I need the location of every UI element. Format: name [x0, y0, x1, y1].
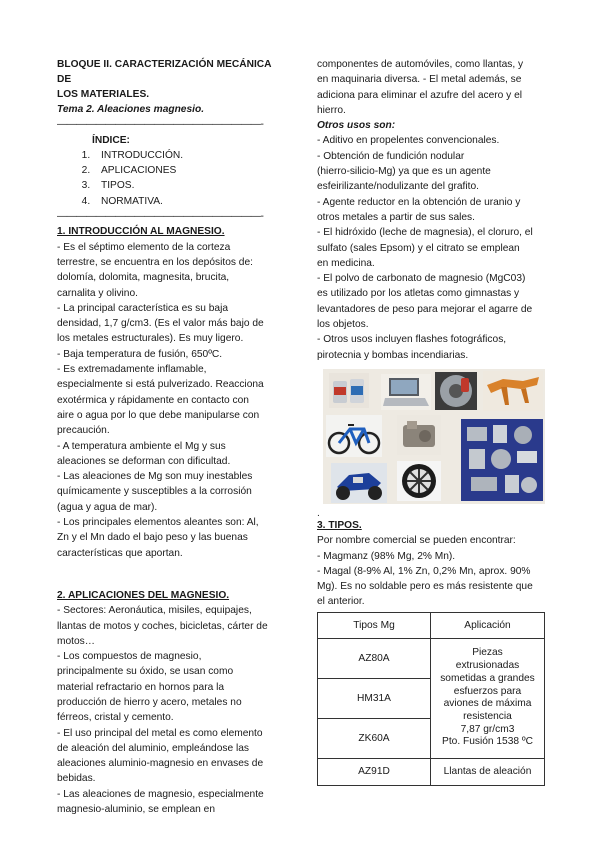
index-item: 1. INTRODUCCIÓN. — [93, 148, 287, 163]
index-item: 2. APLICACIONES — [93, 163, 287, 178]
bicycle-image — [326, 415, 382, 457]
text-line: Por nombre comercial se pueden encontrar: — [317, 535, 516, 547]
application-cell: Llantas de aleación — [431, 758, 545, 785]
text-line: es utilizado por los atletas como gimnastas y — [317, 288, 520, 300]
text-line: carnalita y olivino. — [57, 287, 138, 299]
text-line: producción de hierro y acero, metales no — [57, 696, 242, 708]
alloy-code-cell: AZ80A — [318, 638, 431, 678]
index-item: 3. TIPOS. — [93, 178, 287, 193]
section3-heading: 3. TIPOS. — [317, 519, 362, 531]
text-line: motos… — [57, 635, 95, 647]
applications-continued — [317, 57, 545, 118]
alloy-code-cell: HM31A — [318, 678, 431, 718]
text-line: material refractario en hornos para la — [57, 681, 225, 693]
stray-dot: . — [317, 507, 320, 519]
text-line: características que aportan. — [57, 547, 183, 559]
text-line: componentes de automóviles, como llantas, y — [317, 59, 524, 70]
engine-housing-image — [397, 415, 441, 455]
text-line: - Las aleaciones de magnesio, especialmente — [57, 788, 264, 800]
application-line: Pto. Fusión 1538 ºC — [442, 736, 533, 748]
text-line: esfeirilizante/nodulizante del grafito. — [317, 181, 479, 193]
cast-parts-image — [461, 419, 543, 501]
table-row — [318, 638, 545, 678]
doc-title-line2: LOS MATERIALES. — [57, 89, 150, 100]
text-line: especialmente si está pulverizado. Reacciona — [57, 379, 264, 391]
text-line: aleaciones se deforman con dificultad. — [57, 455, 231, 467]
section1-heading: 1. INTRODUCCIÓN AL MAGNESIO. — [57, 226, 225, 238]
text-line: - Magal (8-9% Al, 1% Zn, 0,2% Mn, aprox. 90% — [317, 565, 531, 577]
text-line: los objetos. — [317, 319, 369, 331]
alloy-code-cell: ZK60A — [318, 718, 431, 758]
table-header-cell: Aplicación — [431, 612, 545, 638]
text-line: - El polvo de carbonato de magnesio (MgC03) — [317, 273, 526, 285]
right-column — [317, 57, 545, 786]
section2-heading: 2. APLICACIONES DEL MAGNESIO. — [57, 589, 230, 601]
text-line: en maquinaria diversa. - El metal además, se — [317, 74, 522, 86]
section2-body — [57, 603, 287, 817]
laptop-image — [381, 374, 431, 410]
text-line: densidad, 1,7 g/cm3. (Es el valor más bajo de — [57, 318, 264, 330]
paint-cans-image — [329, 373, 369, 408]
text-line: - El uso principal del metal es como elemento — [57, 727, 263, 739]
auto-frame-part-image — [483, 371, 543, 411]
table-row — [318, 758, 545, 785]
application-line: extrusionadas — [455, 660, 520, 672]
text-line: levantadores de peso para mejorar el agarre de — [317, 303, 533, 315]
application-line: esfuerzos para — [453, 685, 522, 697]
doc-subtitle: Tema 2. Aleaciones magnesio. — [57, 104, 205, 115]
text-line: - Las aleaciones de Mg son muy inestables — [57, 471, 253, 483]
text-line: aleaciones aluminio-magnesio en envases de — [57, 758, 264, 770]
index-heading: ÍNDICE: — [92, 134, 130, 146]
text-line: pirotecnia y bombas incendiarias. — [317, 349, 469, 361]
text-line: en medicina. — [317, 257, 375, 269]
magnesium-types-table — [317, 612, 545, 786]
applications-photo-collage — [323, 369, 545, 504]
text-line: químicamente y susceptibles a la corrosión — [57, 486, 252, 498]
doc-title-line1: BLOQUE II. CARACTERIZACIÓN MECÁNICA DE — [57, 59, 272, 85]
text-line: llantas de motos y coches, bicicletas, cárter de — [57, 620, 268, 632]
text-line: magnesio-aluminio, se emplean en — [57, 804, 215, 816]
other-uses-body — [317, 133, 545, 362]
index-list — [57, 148, 287, 209]
text-line: - Sectores: Aeronáutica, misiles, equipajes, — [57, 605, 252, 617]
alloy-wheel-image — [397, 461, 441, 501]
text-line: férreos, cristal y cemento. — [57, 712, 174, 724]
text-line: bebidas. — [57, 773, 96, 785]
separator-bottom: —————————————————————- — [57, 211, 264, 223]
text-line: los metales estructurales). Es muy ligero. — [57, 333, 244, 345]
alloy-code-cell: AZ91D — [318, 758, 431, 785]
text-line: - Aditivo en propelentes convencionales. — [317, 135, 500, 147]
text-line: - A temperatura ambiente el Mg y sus — [57, 440, 226, 452]
text-line: Mg). Es no soldable pero es más resistente que — [317, 581, 533, 593]
text-line: adiciona para eliminar el azufre del acero y el — [317, 89, 522, 101]
text-line: principalmente su óxido, se usan como — [57, 666, 234, 678]
text-line: aire o agua por lo que debe manipularse con — [57, 409, 260, 421]
text-line: - Es el séptimo elemento de la corteza — [57, 241, 231, 253]
text-line: Zn y el Mn dado el bajo peso y las buenas — [57, 532, 248, 544]
application-line: aviones de máxima — [443, 698, 532, 710]
other-uses-heading: Otros usos son: — [317, 120, 396, 132]
motorcycle-image — [331, 463, 387, 503]
text-line: exotérmica y rápidamente en contacto con — [57, 394, 249, 406]
section1-body — [57, 240, 287, 561]
index-item: 4. NORMATIVA. — [93, 194, 287, 209]
text-line: precaución. — [57, 425, 110, 437]
text-line: - Agente reductor en la obtención de uranio y — [317, 196, 521, 208]
application-line: sometidas a grandes — [440, 672, 535, 684]
text-line: hierro. — [317, 104, 346, 116]
table-header-cell: Tipos Mg — [318, 612, 431, 638]
text-line: (hierro-silicio-Mg) ya que es un agente — [317, 166, 491, 178]
text-line: - Es extremadamente inflamable, — [57, 364, 207, 376]
application-line: 7,87 gr/cm3 — [460, 723, 515, 735]
text-line: dolomía, dolomita, magnesita, brucita, — [57, 272, 230, 284]
text-line: - La principal característica es su baja — [57, 302, 229, 314]
text-line: de aleación del aluminio, empleándose las — [57, 742, 249, 754]
text-line: - Los principales elementos aleantes son: Al, — [57, 517, 259, 529]
section3-body — [317, 533, 545, 609]
text-line: - Los compuestos de magnesio, — [57, 651, 202, 663]
application-line: resistencia — [463, 710, 512, 722]
left-column — [57, 0, 287, 817]
application-cell — [431, 638, 545, 758]
text-line: - Baja temperatura de fusión, 650ºC. — [57, 348, 223, 360]
table-header-row — [318, 612, 545, 638]
text-line: sulfato (sales Epsom) y el citrato se emplean — [317, 242, 520, 254]
text-line: (agua y agua de mar). — [57, 501, 158, 513]
text-line: terrestre, se encuentra en los depósitos de: — [57, 256, 253, 268]
text-line: - El hidróxido (leche de magnesia), el cloruro, el — [317, 227, 533, 239]
text-line: otros metales a partir de sus sales. — [317, 211, 475, 223]
text-line: - Otros usos incluyen flashes fotográficos, — [317, 334, 507, 346]
application-line: Piezas — [472, 647, 503, 659]
text-line: - Magmanz (98% Mg, 2% Mn). — [317, 550, 456, 562]
text-line: el anterior. — [317, 596, 365, 608]
brake-disc-image — [435, 372, 477, 410]
separator-top: —————————————————————- — [57, 119, 264, 131]
text-line: - Obtención de fundición nodular — [317, 150, 465, 162]
